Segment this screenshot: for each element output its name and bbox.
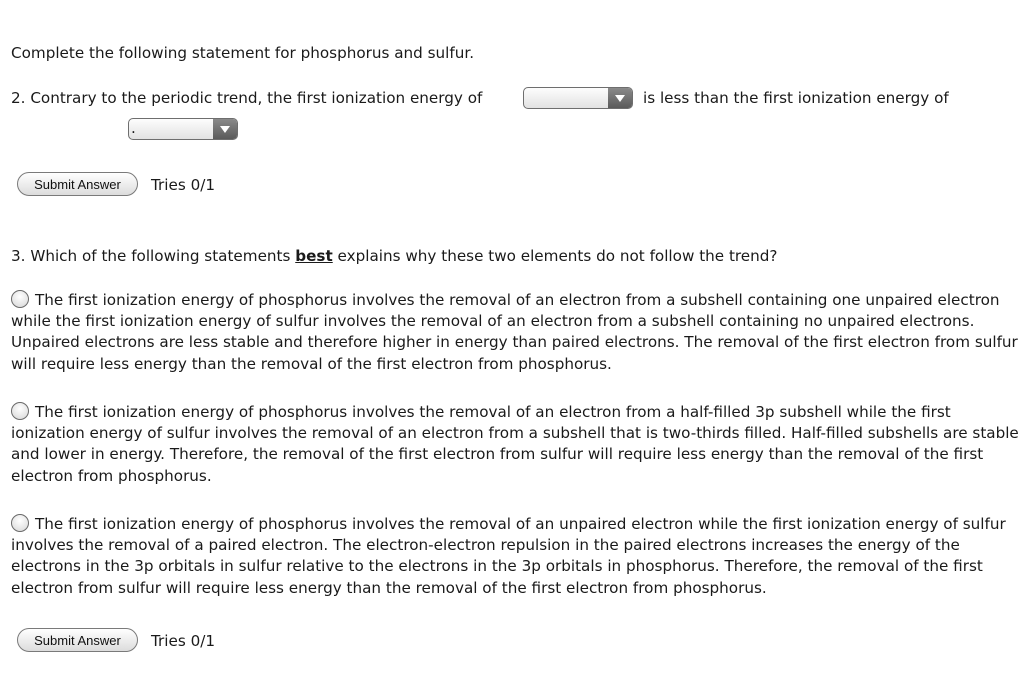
- question-2-text-start: 2. Contrary to the periodic trend, the first ionization energy of: [11, 89, 483, 107]
- radio-unchecked-icon[interactable]: [11, 514, 29, 532]
- instruction-text: Complete the following statement for phosphorus and sulfur.: [11, 44, 475, 62]
- element-select-1[interactable]: [523, 87, 633, 109]
- tries-counter-q3: Tries 0/1: [151, 632, 216, 650]
- answer-option-2-label: The first ionization energy of phosphorus involves the removal of an electron from a half-filled 3p subshell while the first ionization energy of sulfur involves the removal of an electron from a subshell that is two-thirds filled. Half-filled subshells are stable and lower in energy. Therefore, the removal of the first electron from sulfur will require less energy than the removal of the first electron from phosphorus.: [11, 403, 1019, 485]
- question-3-emphasis: best: [295, 247, 333, 265]
- answer-option-3[interactable]: [11, 514, 1023, 599]
- submit-answer-button-q2[interactable]: Submit Answer: [17, 172, 138, 196]
- answer-option-1[interactable]: [11, 290, 1023, 375]
- tries-counter-q2: Tries 0/1: [151, 176, 216, 194]
- submit-answer-button-q3[interactable]: Submit Answer: [17, 628, 138, 652]
- radio-unchecked-icon[interactable]: [11, 290, 29, 308]
- question-2-text-end: .: [131, 119, 136, 137]
- chevron-down-icon[interactable]: [608, 88, 632, 108]
- answer-option-2[interactable]: [11, 402, 1023, 487]
- question-2-text-middle: is less than the first ionization energy of: [643, 89, 949, 107]
- answer-option-3-label: The first ionization energy of phosphorus involves the removal of an unpaired electron while the first ionization energy of sulfur involves the removal of a paired electron. The electron-electron repulsion in the paired electrons increases the energy of the electrons in the 3p orbitals in sulfur relative to the electrons in the 3p orbitals in phosphorus. Therefore, the removal of the first electron from sulfur will require less energy than the removal of the first electron from phosphorus.: [11, 515, 1006, 597]
- question-3-text-end: explains why these two elements do not follow the trend?: [332, 247, 778, 265]
- chevron-down-icon[interactable]: [213, 119, 237, 139]
- answer-option-1-label: The first ionization energy of phosphorus involves the removal of an electron from a subshell containing one unpaired electron while the first ionization energy of sulfur involves the removal of an electron from a subshell containing no unpaired electrons. Unpaired electrons are less stable and therefore higher in energy than paired electrons. The removal of the first electron from sulfur will require less energy than the removal of the first electron from phosphorus.: [11, 291, 1018, 373]
- question-3-text-start: 3. Which of the following statements: [11, 247, 296, 265]
- element-select-2[interactable]: [128, 118, 238, 140]
- question-3-text: [11, 247, 777, 265]
- radio-unchecked-icon[interactable]: [11, 402, 29, 420]
